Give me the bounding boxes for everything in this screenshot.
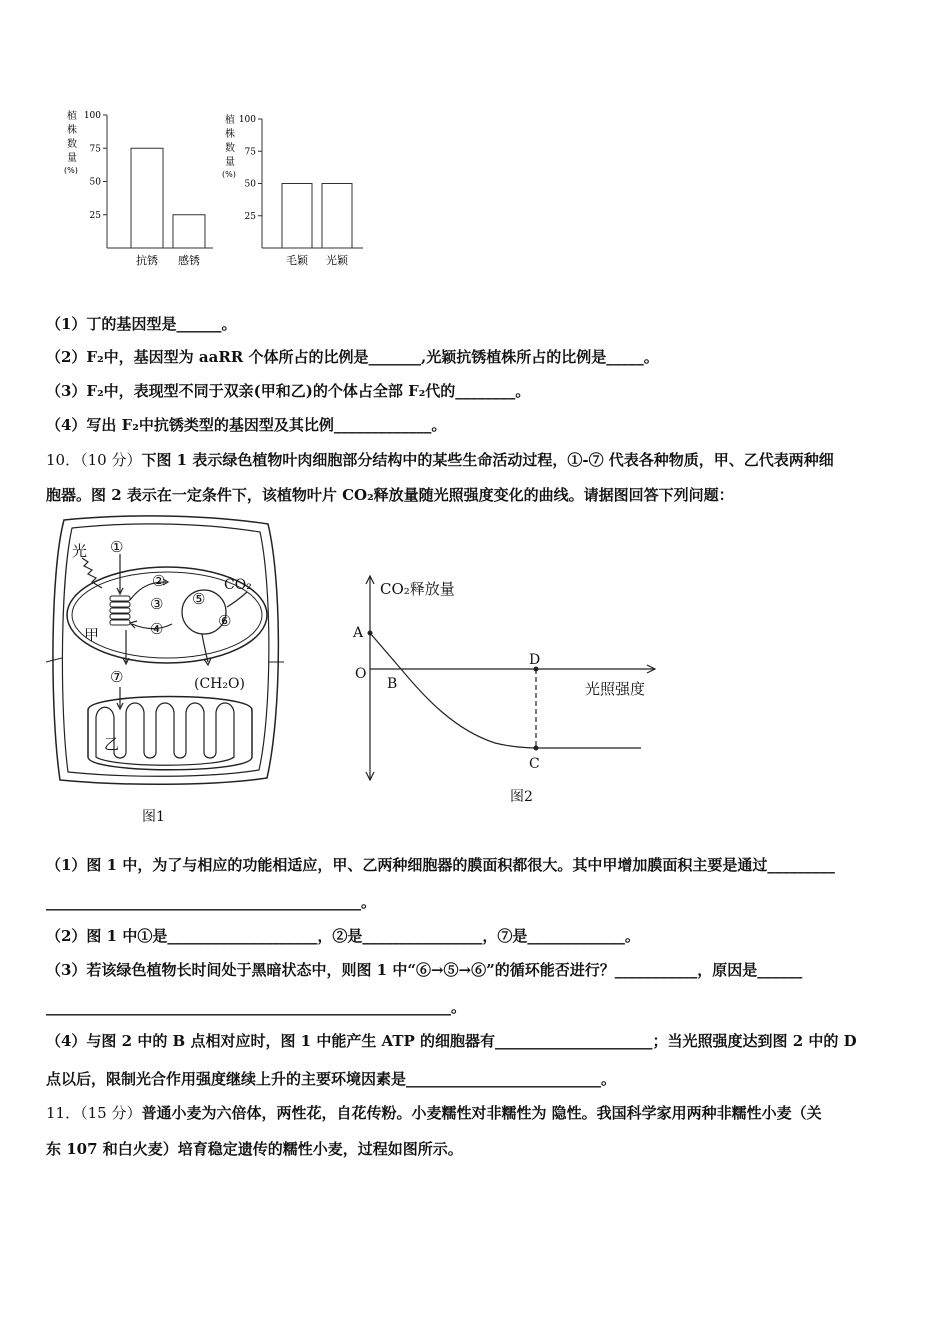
q10-part1-line2: __________________________________________。 (46, 893, 377, 911)
q10-part2: （2）图 1 中①是____________________，②是________________，⑦是_____________。 (46, 927, 640, 945)
point-c (534, 746, 539, 751)
bar-chart-figure (55, 105, 375, 270)
mitochondrion-outer (88, 697, 252, 770)
y-label-char: 株 (67, 125, 77, 136)
y-label-char: 量 (225, 157, 235, 168)
y-tick-label: 100 (238, 115, 256, 125)
figure-1-caption: 图1 (142, 809, 165, 825)
cell-membrane (62, 524, 268, 776)
bar-抗锈 (131, 148, 163, 248)
label-n4: ④ (150, 620, 164, 638)
label-c: C (529, 756, 540, 772)
label-co2: CO₂ (224, 577, 252, 593)
point-a (368, 631, 373, 636)
bar-光颖 (322, 184, 352, 249)
q11-stem-line2: 东 107 和白火麦）培育稳定遗传的糯性小麦，过程如图所示。 (46, 1140, 463, 1158)
label-d: D (529, 652, 541, 668)
x-axis-label: 光照强度 (585, 680, 646, 698)
x-tick-label: 抗锈 (136, 254, 158, 267)
label-n6: ⑥ (218, 612, 232, 630)
q9-part1: （1）丁的基因型是______。 (46, 315, 237, 333)
y-label-char: 株 (225, 129, 235, 140)
q10-number: 10． (46, 451, 81, 469)
q9-part4: （4）写出 F₂中抗锈类型的基因型及其比例_____________。 (46, 416, 447, 434)
y-tick-label: 50 (89, 177, 101, 188)
q11-number: 11． (46, 1104, 81, 1122)
y-axis-label: CO₂释放量 (380, 580, 455, 598)
label-n3: ③ (150, 595, 164, 613)
label-o: O (355, 666, 367, 682)
q10-part3-line2: ______________________________________________________。 (46, 998, 467, 1016)
y-label-char: 植 (225, 115, 235, 126)
bar-感锈 (173, 215, 205, 248)
x-tick-label: 毛颖 (286, 254, 308, 267)
q10-stem-text1: 下图 1 表示绿色植物叶肉细胞部分结构中的某些生命活动过程，①-⑦ 代表各种物质，甲、乙代表两种细 (141, 451, 834, 469)
q9-part3: （3）F₂中，表现型不同于双亲(甲和乙)的个体占全部 F₂代的________。 (46, 382, 531, 400)
q10-part3-line1: （3）若该绿色植物长时间处于黑暗状态中，则图 1 中“⑥→⑤→⑥”的循环能否进行？___________，原因是______ (46, 961, 803, 979)
x-tick-label: 感锈 (178, 254, 200, 267)
y-label-char: 数 (225, 143, 235, 154)
q11-stem-text1: 普通小麦为六倍体，两性花，自花传粉。小麦糯性对非糯性为 隐性。我国科学家用两种非糯性小麦（关 (141, 1104, 822, 1122)
bar-chart-2 (222, 113, 363, 267)
grana-stack (110, 596, 130, 625)
x-tick-label: 光颖 (326, 254, 348, 267)
y-label-char: (%) (222, 170, 236, 179)
y-tick-label: 75 (244, 147, 256, 158)
label-yi: 乙 (104, 735, 120, 753)
bar-chart-1 (64, 109, 213, 267)
label-jia: 甲 (84, 626, 100, 644)
y-tick-label: 25 (244, 211, 256, 222)
figure-2-co2-curve (345, 570, 665, 810)
q10-part4-line2: 点以后，限制光合作用强度继续上升的主要环境因素是__________________________。 (46, 1070, 617, 1088)
q10-score: （10 分） (80, 451, 142, 469)
y-tick-label: 100 (83, 111, 101, 121)
y-label-char: 植 (67, 111, 77, 122)
q10-stem-line2: 胞器。图 2 表示在一定条件下，该植物叶片 CO₂释放量随光照强度变化的曲线。请据图回答下列问题： (46, 486, 734, 504)
q10-stem-line1 (46, 449, 834, 470)
y-tick-label: 50 (244, 179, 256, 190)
y-label-char: (%) (64, 166, 78, 175)
label-n2: ② (152, 572, 166, 590)
q11-score: （15 分） (80, 1104, 142, 1122)
label-light: 光 (72, 542, 88, 560)
label-n7: ⑦ (110, 668, 124, 686)
cell-border-left (46, 658, 62, 662)
label-a: A (353, 625, 364, 641)
q10-part1-line1: （1）图 1 中，为了与相应的功能相适应，甲、乙两种细胞器的膜面积都很大。其中甲增加膜面积主要是通过_________ (46, 856, 835, 874)
y-tick-label: 75 (89, 144, 101, 155)
label-ch2o: (CH₂O) (194, 676, 245, 692)
y-label-char: 数 (67, 139, 77, 150)
label-n5: ⑤ (192, 590, 206, 608)
q11-stem-line1 (46, 1102, 822, 1123)
label-b: B (387, 676, 398, 692)
label-n1: ① (110, 538, 124, 556)
y-label-char: 量 (67, 153, 77, 164)
bar-毛颖 (282, 184, 312, 249)
q9-part2: （2）F₂中，基因型为 aaRR 个体所占的比例是_______,光颖抗锈植株所占的比例是_____。 (46, 348, 659, 366)
q10-part4-line1: （4）与图 2 中的 B 点相对应时，图 1 中能产生 ATP 的细胞器有_____________________；当光照强度达到图 2 中的 D (46, 1032, 857, 1050)
figure-1-cell-diagram (42, 512, 287, 830)
y-tick-label: 25 (89, 210, 101, 221)
figure-2-caption: 图2 (510, 789, 533, 805)
